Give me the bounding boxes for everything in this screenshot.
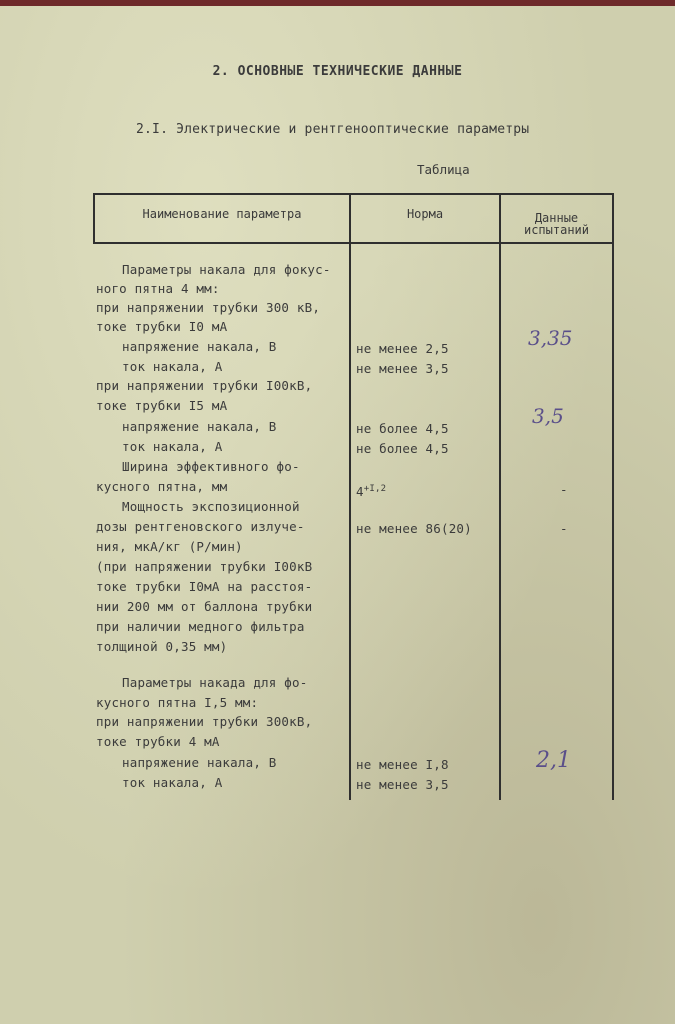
param-line: ток накала, А bbox=[122, 359, 223, 374]
section-subtitle: 2.I. Электрические и рентгенооптические параметры bbox=[136, 122, 530, 137]
param-line: нии 200 мм от баллона трубки bbox=[96, 599, 313, 614]
column-header-name: Наименование параметра bbox=[142, 207, 302, 221]
table-right-border bbox=[612, 193, 614, 800]
param-line: при напряжении трубки I00кВ, bbox=[96, 378, 313, 393]
norm-value: не более 4,5 bbox=[356, 441, 449, 456]
param-line: ток накала, А bbox=[122, 775, 223, 790]
column-divider-1 bbox=[349, 193, 351, 800]
param-line: токе трубки I0мА на расстоя- bbox=[96, 579, 313, 594]
column-header-norm: Норма bbox=[406, 207, 444, 221]
param-line: дозы рентгеновского излуче- bbox=[96, 519, 305, 534]
param-line: при напряжении трубки 300кВ, bbox=[96, 714, 313, 729]
norm-value: не менее 2,5 bbox=[356, 341, 449, 356]
norm-value: не более 4,5 bbox=[356, 421, 449, 436]
column-header-test-1: Данные bbox=[534, 211, 579, 225]
param-line: напряжение накала, В bbox=[122, 419, 277, 434]
param-line: кусного пятна I,5 мм: bbox=[96, 695, 259, 710]
param-line: ток накала, А bbox=[122, 439, 223, 454]
norm-value bbox=[356, 481, 386, 500]
param-line: (при напряжении трубки I00кВ bbox=[96, 559, 313, 574]
param-line: при наличии медного фильтра bbox=[96, 619, 305, 634]
param-line: токе трубки 4 мА bbox=[96, 734, 220, 749]
param-line: напряжение накала, В bbox=[122, 755, 277, 770]
param-line: ния, мкА/кг (Р/мин) bbox=[96, 539, 243, 554]
param-line: Параметры накада для фо- bbox=[122, 675, 308, 690]
norm-value: не менее 3,5 bbox=[356, 777, 449, 792]
param-line: толщиной 0,35 мм) bbox=[96, 639, 228, 654]
param-line: напряжение накала, В bbox=[122, 339, 277, 354]
table-caption: Таблица bbox=[417, 162, 470, 177]
norm-value: не менее 86(20) bbox=[356, 521, 472, 536]
param-line: токе трубки I0 мА bbox=[96, 319, 228, 334]
test-value-dash: - bbox=[560, 521, 568, 536]
table-header-divider bbox=[93, 242, 614, 244]
handwritten-test-value: 3,5 bbox=[532, 404, 564, 428]
norm-value-base: 4 bbox=[356, 484, 364, 500]
handwritten-test-value: 2,1 bbox=[536, 748, 571, 773]
norm-value: не менее 3,5 bbox=[356, 361, 449, 376]
page-edge bbox=[0, 0, 675, 6]
column-divider-2 bbox=[499, 193, 501, 800]
table-top-border bbox=[93, 193, 614, 195]
param-line: ного пятна 4 мм: bbox=[96, 281, 220, 296]
param-line: Мощность экспозиционной bbox=[122, 499, 300, 514]
page-title: 2. ОСНОВНЫЕ ТЕХНИЧЕСКИЕ ДАННЫЕ bbox=[212, 64, 463, 79]
param-line: токе трубки I5 мА bbox=[96, 398, 228, 413]
column-header-test-2: испытаний bbox=[523, 223, 590, 237]
norm-value-tolerance: +I,2 bbox=[363, 484, 387, 494]
norm-value: не менее I,8 bbox=[356, 757, 449, 772]
test-value-dash: - bbox=[560, 482, 568, 497]
param-line: Параметры накала для фокус- bbox=[122, 262, 331, 277]
handwritten-test-value: 3,35 bbox=[528, 326, 573, 350]
param-line: кусного пятна, мм bbox=[96, 479, 228, 494]
param-line: при напряжении трубки 300 кВ, bbox=[96, 300, 321, 315]
param-line: Ширина эффективного фо- bbox=[122, 459, 300, 474]
